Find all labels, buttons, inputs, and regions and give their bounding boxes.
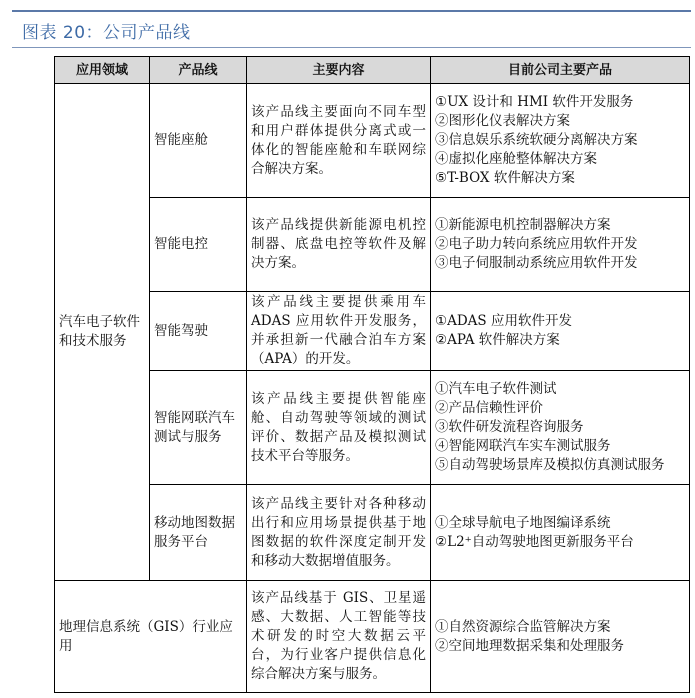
product-item: ①汽车电子软件测试 bbox=[435, 381, 557, 397]
product-line-cell: 智能驾驶 bbox=[150, 292, 247, 371]
table-row bbox=[55, 485, 690, 581]
figure-title: 图表 20：公司产品线 bbox=[22, 23, 191, 43]
content-cell: 该产品线主要面向不同车型和用户群体提供分离式或一体化的智能座舱和车联网综合解决方案。 bbox=[247, 84, 431, 198]
header-product-line: 产品线 bbox=[150, 57, 247, 84]
product-item: ①ADAS 应用软件开发 bbox=[435, 313, 572, 329]
products-cell bbox=[431, 198, 690, 292]
product-item: ④智能网联汽车实车测试服务 bbox=[435, 438, 611, 454]
product-item: ②L2⁺自动驾驶地图更新服务平台 bbox=[435, 533, 634, 550]
products-cell bbox=[431, 581, 690, 693]
product-item: ⑤自动驾驶场景库及模拟仿真测试服务 bbox=[435, 457, 665, 473]
product-item: ②电子助力转向系统应用软件开发 bbox=[435, 236, 638, 252]
product-line-cell: 移动地图数据服务平台 bbox=[150, 485, 247, 581]
product-item: ④虚拟化座舱整体解决方案 bbox=[435, 151, 597, 167]
product-item: ⑤T-BOX 软件解决方案 bbox=[435, 170, 575, 186]
products-cell bbox=[431, 485, 690, 581]
product-line-cell: 智能网联汽车测试与服务 bbox=[150, 371, 247, 485]
product-item: ③软件研发流程咨询服务 bbox=[435, 419, 584, 435]
content-cell: 该产品线主要提供乘用车 ADAS 应用软件开发服务，并承担新一代融合泊车方案（APA）的开发。 bbox=[247, 292, 431, 371]
product-item: ①自然资源综合监管解决方案 bbox=[435, 618, 611, 635]
product-item: ②图形化仪表解决方案 bbox=[435, 113, 570, 129]
content-cell: 该产品线主要提供智能座舱、自动驾驶等领域的测试评价、数据产品及模拟测试技术平台等服务。 bbox=[247, 371, 431, 485]
table-row bbox=[55, 371, 690, 485]
header-products: 目前公司主要产品 bbox=[431, 57, 690, 84]
top-rule bbox=[12, 10, 691, 12]
products-cell bbox=[431, 371, 690, 485]
content-cell: 该产品线主要针对各种移动出行和应用场景提供基于地图数据的软件深度定制开发和移动大数据增值服务。 bbox=[247, 485, 431, 581]
content-cell: 该产品线提供新能源电机控制器、底盘电控等软件及解决方案。 bbox=[247, 198, 431, 292]
products-cell bbox=[431, 84, 690, 198]
product-item: ③信息娱乐系统软硬分离解决方案 bbox=[435, 132, 638, 148]
product-item: ②空间地理数据采集和处理服务 bbox=[435, 637, 624, 654]
header-content: 主要内容 bbox=[247, 57, 431, 84]
product-line-cell: 智能电控 bbox=[150, 198, 247, 292]
header-row bbox=[55, 57, 690, 84]
content-cell: 该产品线基于 GIS、卫星遥感、大数据、人工智能等技术研发的时空大数据云平台，为行业客户提供信息化综合解决方案与服务。 bbox=[247, 581, 431, 693]
table-row bbox=[55, 581, 690, 693]
table-row bbox=[55, 198, 690, 292]
product-item: ①UX 设计和 HMI 软件开发服务 bbox=[435, 94, 634, 110]
product-item: ③电子伺服制动系统应用软件开发 bbox=[435, 255, 638, 271]
field-cell: 地理信息系统（GIS）行业应用 bbox=[55, 581, 247, 693]
product-line-cell: 智能座舱 bbox=[150, 84, 247, 198]
header-field: 应用领域 bbox=[55, 57, 150, 84]
product-line-table bbox=[54, 56, 690, 693]
product-item: ②APA 软件解决方案 bbox=[435, 332, 560, 348]
title-rule bbox=[12, 47, 691, 48]
product-item: ②产品信赖性评价 bbox=[435, 400, 543, 416]
field-cell: 汽车电子软件和技术服务 bbox=[55, 84, 150, 581]
product-item: ①新能源电机控制器解决方案 bbox=[435, 217, 611, 233]
table-row bbox=[55, 84, 690, 198]
products-cell bbox=[431, 292, 690, 371]
table-row bbox=[55, 292, 690, 371]
product-item: ①全球导航电子地图编译系统 bbox=[435, 514, 611, 531]
